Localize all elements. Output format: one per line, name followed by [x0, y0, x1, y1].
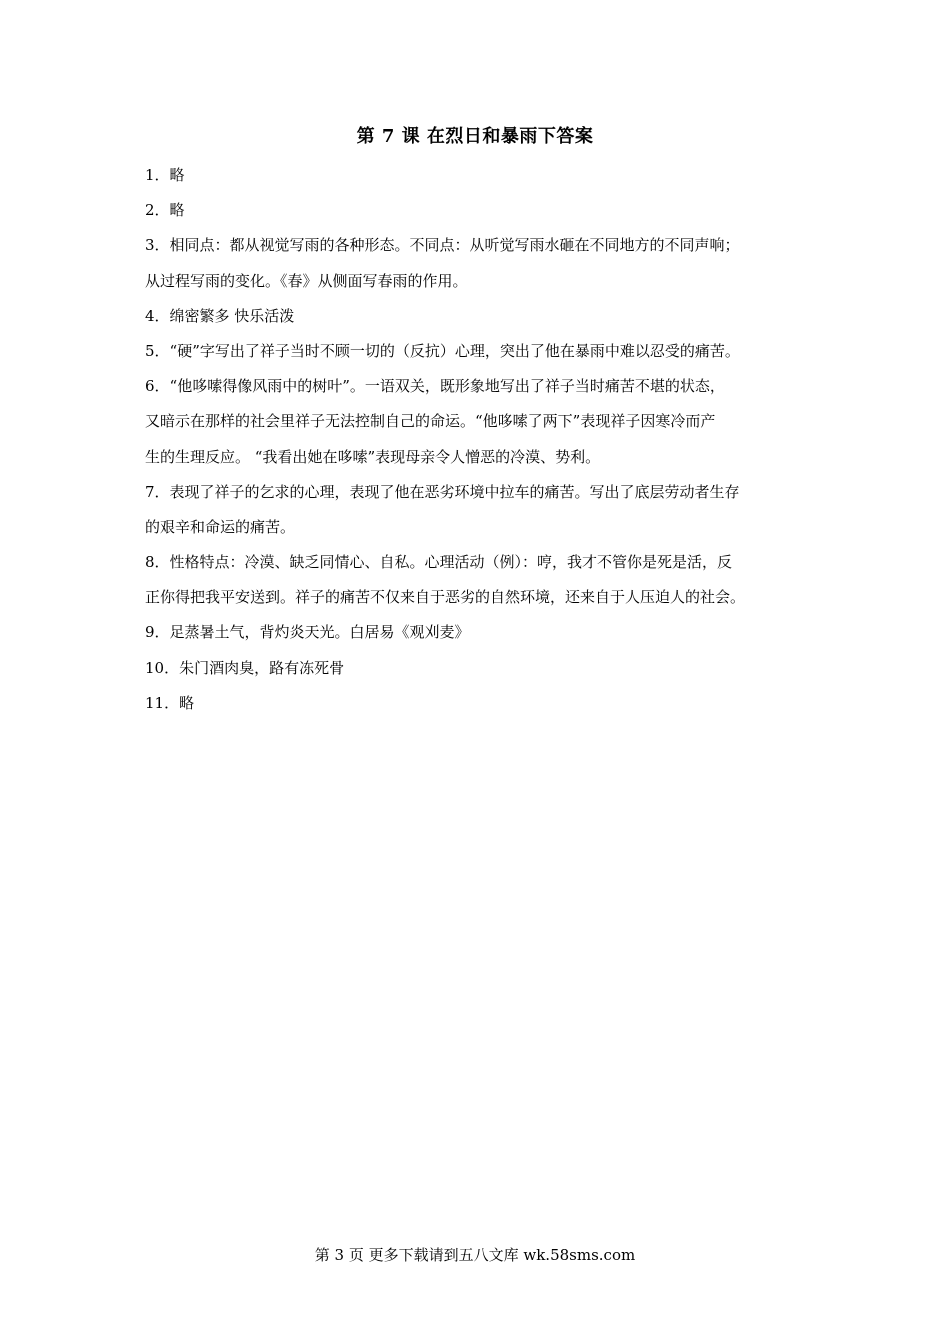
answer-line: 6．“他哆嗦得像风雨中的树叶”。一语双关，既形象地写出了祥子当时痛苦不堪的状态， — [145, 377, 725, 396]
answer-line: 4．绵密繁多 快乐活泼 — [145, 306, 295, 325]
answer-line: 5．“硬”字写出了祥子当时不顾一切的（反抗）心理，突出了他在暴雨中难以忍受的痛苦。 — [145, 341, 740, 360]
answer-line: 7．表现了祥子的乞求的心理，表现了他在恶劣环境中拉车的痛苦。写出了底层劳动者生存 — [145, 482, 740, 501]
answer-line: 正你得把我平安送到。祥子的痛苦不仅来自于恶劣的自然环境，还来自于人压迫人的社会。 — [145, 588, 746, 607]
answer-line: 从过程写雨的变化。《春》从侧面写春雨的作用。 — [145, 271, 468, 290]
answer-list — [145, 158, 825, 721]
answer-line: 又暗示在那样的社会里祥子无法控制自己的命运。“他哆嗦了两下”表现祥子因寒冷而产 — [145, 412, 716, 431]
answer-line: 8．性格特点：冷漠、缺乏同情心、自私。心理活动（例）：哼，我才不管你是死是活，反 — [145, 553, 733, 572]
answer-line: 9．足蒸暑土气，背灼炎天光。白居易《观刈麦》 — [145, 623, 470, 642]
answer-line: 生的生理反应。 “我看出她在哆嗦”表现母亲令人憎恶的冷漠、势利。 — [145, 447, 601, 466]
answer-line: 的艰辛和命运的痛苦。 — [145, 517, 296, 536]
answer-line: 2．略 — [145, 201, 185, 220]
page-title: 第 7 课 在烈日和暴雨下答案 — [356, 126, 594, 147]
answer-line: 3．相同点：都从视觉写雨的各种形态。不同点：从听觉写雨水砸在不同地方的不同声响； — [145, 236, 740, 255]
page-footer: 第 3 页 更多下载请到五八文库 wk.58sms.com — [314, 1246, 636, 1264]
answer-line: 11．略 — [145, 693, 195, 712]
answer-line: 1．略 — [145, 166, 185, 184]
answer-line: 10．朱门酒肉臭，路有冻死骨 — [145, 658, 345, 677]
